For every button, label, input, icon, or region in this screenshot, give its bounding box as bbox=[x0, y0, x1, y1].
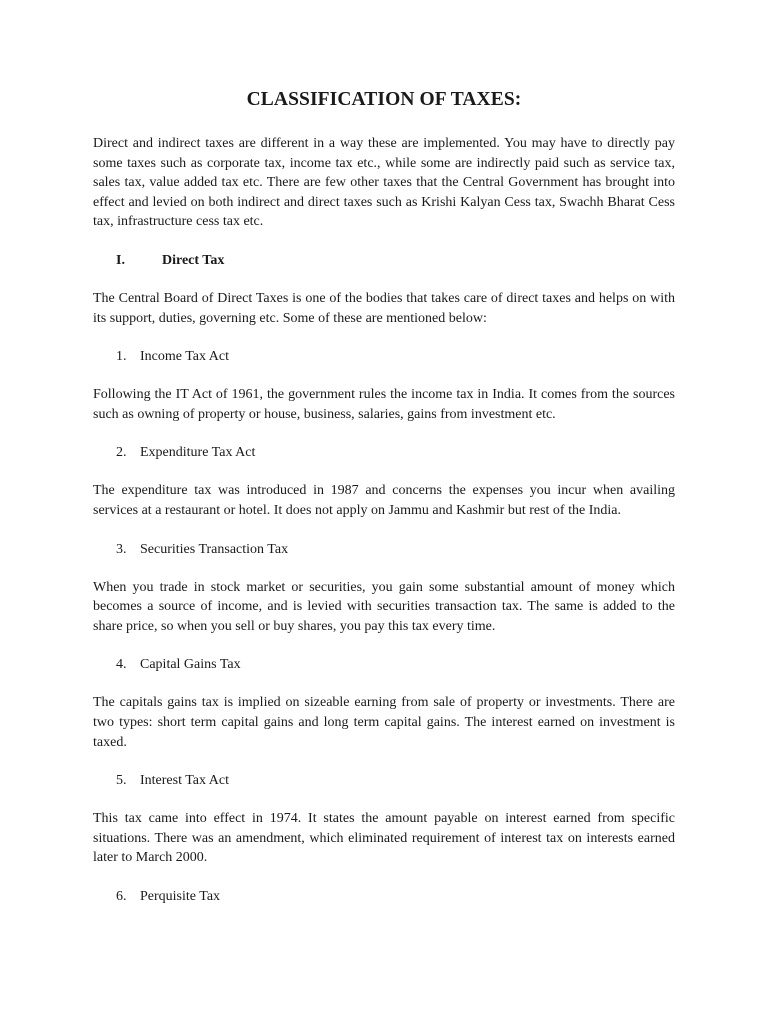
section-title: Direct Tax bbox=[162, 252, 225, 268]
item-title: Income Tax Act bbox=[140, 349, 229, 365]
item-number: 6. bbox=[116, 888, 127, 904]
item-paragraph: The capitals gains tax is implied on sizeable earning from sale of property or investments. There are two types: short term capital gains and long term capital gains. The interest earned on investment is taxed. bbox=[93, 695, 675, 750]
item-number: 2. bbox=[116, 445, 127, 461]
item-heading-securities-transaction-tax bbox=[93, 540, 675, 560]
item-title: Capital Gains Tax bbox=[140, 657, 241, 673]
item-heading-income-tax-act bbox=[93, 347, 675, 367]
item-number: 5. bbox=[116, 773, 127, 789]
section-number: I. bbox=[116, 252, 125, 268]
item-heading-expenditure-tax-act bbox=[93, 443, 675, 463]
section-heading-direct-tax bbox=[93, 251, 675, 271]
item-paragraph: Following the IT Act of 1961, the government rules the income tax in India. It comes from the sources such as owning of property or house, business, salaries, gains from investment etc. bbox=[93, 387, 675, 422]
item-title: Interest Tax Act bbox=[140, 773, 229, 789]
item-heading-capital-gains-tax bbox=[93, 655, 675, 675]
item-heading-interest-tax-act bbox=[93, 771, 675, 791]
document-title: CLASSIFICATION OF TAXES: bbox=[246, 89, 522, 110]
intro-paragraph: Direct and indirect taxes are different in a way these are implemented. You may have to directly pay some taxes such as corporate tax, income tax etc., while some are indirectly paid such as service tax, sales tax, value added tax etc. There are few other taxes that the Central Government has brought into effect and levied on both indirect and direct taxes such as Krishi Kalyan Cess tax, Swachh Bharat Cess tax, infrastructure cess tax etc. bbox=[93, 136, 675, 230]
item-number: 3. bbox=[116, 541, 127, 557]
item-paragraph: The expenditure tax was introduced in 1987 and concerns the expenses you incur when availing services at a restaurant or hotel. It does not apply on Jammu and Kashmir but rest of the India. bbox=[93, 483, 675, 518]
item-title: Expenditure Tax Act bbox=[140, 445, 256, 461]
item-number: 1. bbox=[116, 349, 127, 365]
item-number: 4. bbox=[116, 657, 127, 673]
item-title: Securities Transaction Tax bbox=[140, 541, 289, 557]
item-title: Perquisite Tax bbox=[140, 888, 221, 904]
section-paragraph: The Central Board of Direct Taxes is one of the bodies that takes care of direct taxes and helps on with its support, duties, governing etc. Some of these are mentioned below: bbox=[93, 290, 675, 326]
item-heading-perquisite-tax bbox=[93, 887, 675, 907]
item-paragraph: This tax came into effect in 1974. It states the amount payable on interest earned from specific situations. There was an amendment, which eliminated requirement of interest tax on interests earned later to March 2000. bbox=[93, 811, 675, 866]
item-paragraph: When you trade in stock market or securities, you gain some substantial amount of money which becomes a source of income, and is levied with securities transaction tax. The same is added to the share price, so when you sell or buy shares, you pay this tax every time. bbox=[93, 579, 675, 634]
